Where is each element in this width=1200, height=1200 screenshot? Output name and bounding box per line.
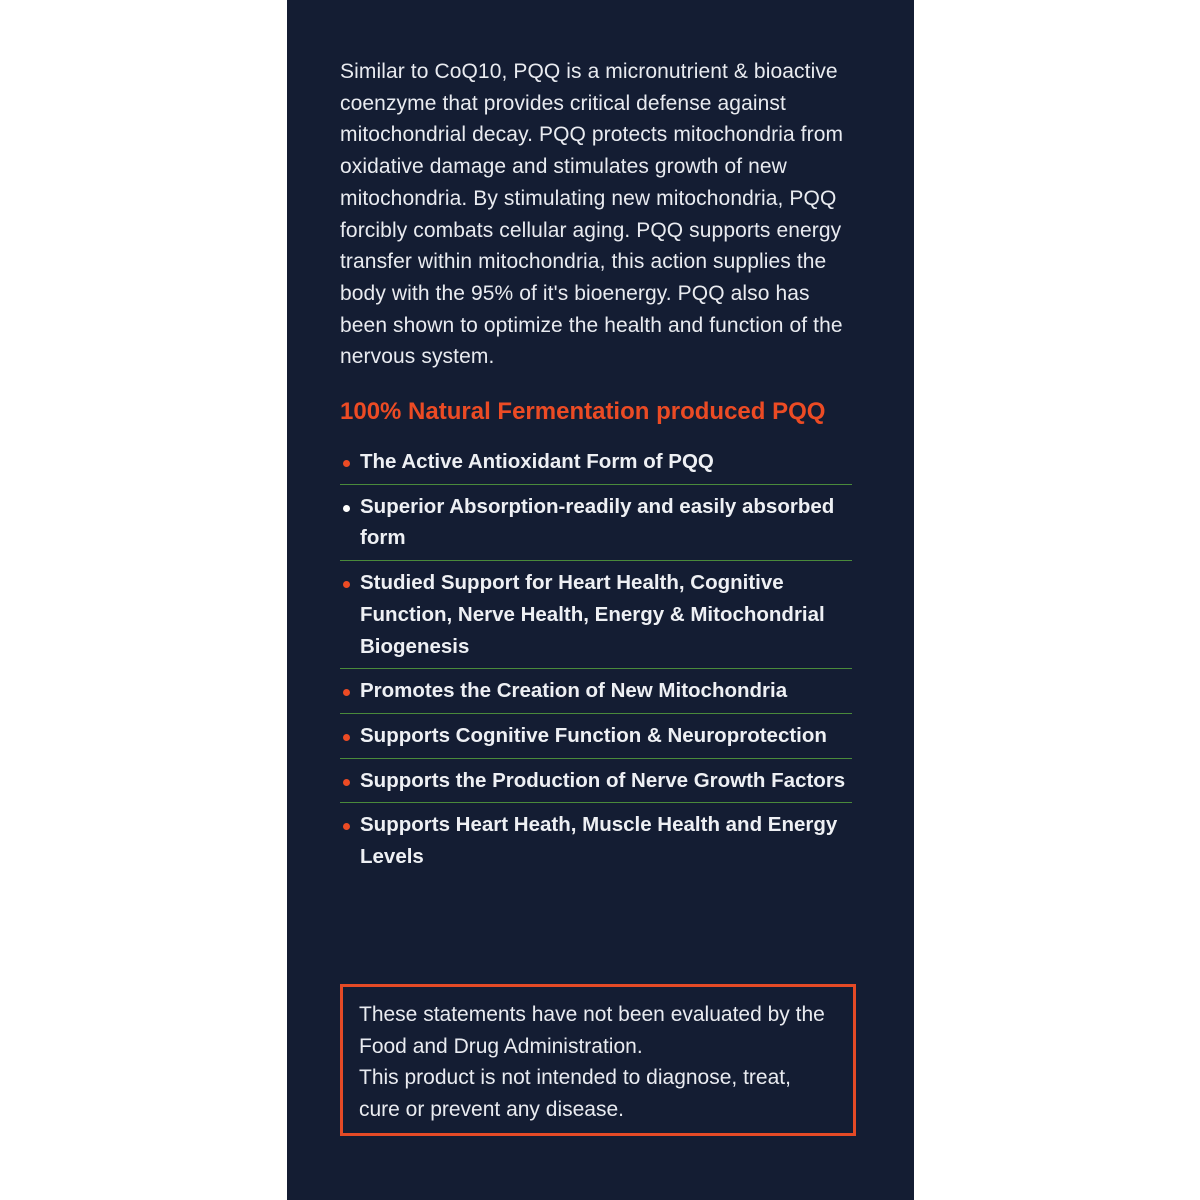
feature-item [340,714,852,759]
feature-text: The Active Antioxidant Form of PQQ [360,450,714,474]
feature-item [340,759,852,804]
bullet-dot-icon [343,581,350,588]
fda-disclaimer-box [340,984,856,1136]
bullet-dot-icon [343,823,350,830]
feature-list [340,440,852,879]
feature-text: Supports Heart Heath, Muscle Health and Energy Levels [360,813,838,869]
feature-text: Supports the Production of Nerve Growth Factors [360,768,846,792]
feature-text: Studied Support for Heart Health, Cognitive Function, Nerve Health, Energy & Mitochondrial Biogenesis [360,571,825,658]
bullet-dot-icon [343,505,350,512]
feature-item [340,803,852,878]
bullet-dot-icon [343,689,350,696]
feature-text: Superior Absorption-readily and easily absorbed form [360,494,835,550]
feature-text: Promotes the Creation of New Mitochondria [360,679,788,703]
feature-text: Supports Cognitive Function & Neuroprotection [360,723,827,747]
panel-content [340,56,852,879]
feature-item [340,561,852,669]
feature-item [340,440,852,485]
intro-paragraph: Similar to CoQ10, PQQ is a micronutrient & bioactive coenzyme that provides critical defense against mitochondrial decay. PQQ protects mitochondria from oxidative damage and stimulates growth of new mitochondria. By stimulating new mitochondria, PQQ forcibly combats cellular aging. PQQ supports energy transfer within mitochondria, this action supplies the body with the 95% of it's bioenergy. PQQ also has been shown to optimize the health and function of the nervous system. [340,60,844,369]
feature-item [340,485,852,561]
disclaimer-line-1: These statements have not been evaluated by the Food and Drug Administration. [359,1003,825,1058]
disclaimer-line-2: This product is not intended to diagnose, treat, cure or prevent any disease. [359,1066,791,1122]
feature-item [340,669,852,714]
section-heading: 100% Natural Fermentation produced PQQ [340,398,826,426]
bullet-dot-icon [343,734,350,741]
bullet-dot-icon [343,460,350,467]
product-info-panel [287,0,914,1200]
bullet-dot-icon [343,779,350,786]
